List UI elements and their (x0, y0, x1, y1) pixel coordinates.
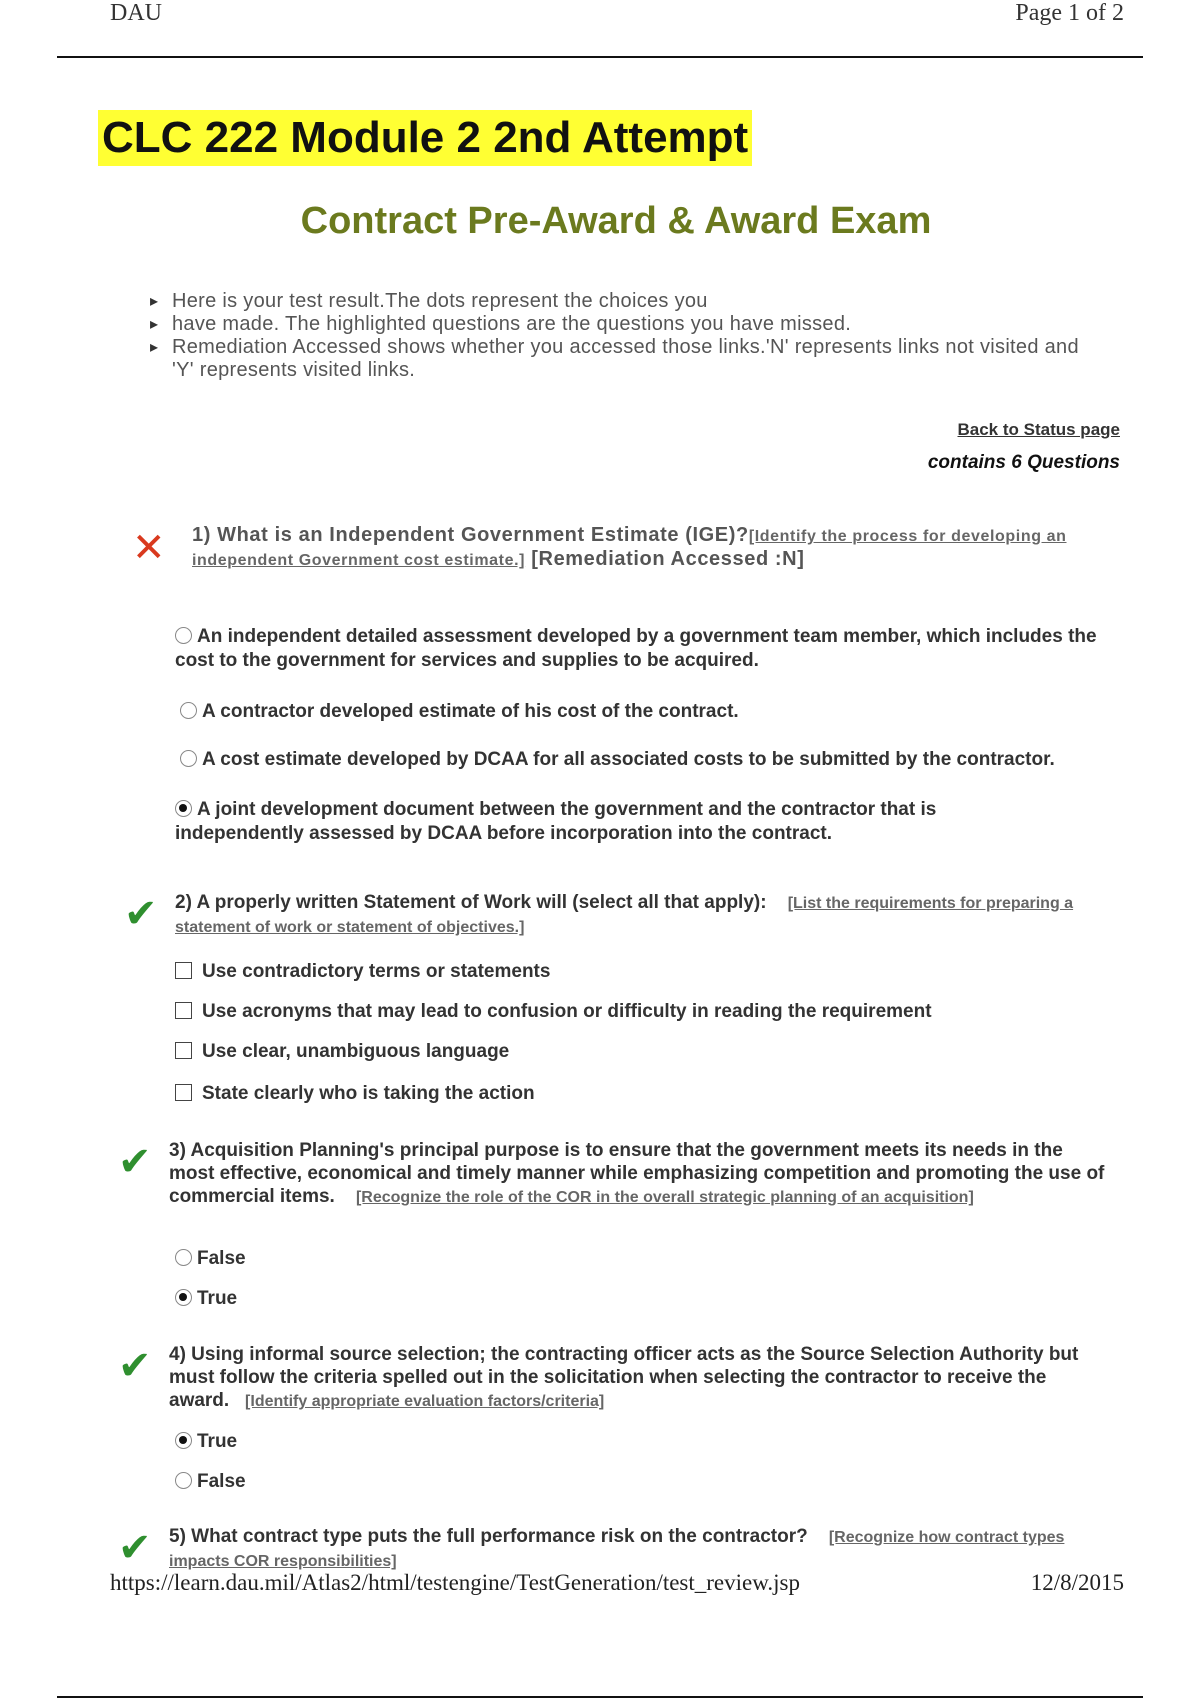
back-to-status-link[interactable]: Back to Status page (957, 420, 1120, 439)
radio-button-selected[interactable] (175, 1289, 192, 1306)
header-org: DAU (110, 0, 162, 26)
option-label: False (197, 1248, 246, 1269)
checkbox[interactable] (175, 962, 192, 979)
remediation-status: [Remediation Accessed :N] (531, 548, 805, 570)
cross-icon: ✕ (132, 526, 166, 570)
footer-divider (57, 1696, 1143, 1698)
option-label: An independent detailed assessment developed by a government team member, which includes the cost to the government for services and supplies to be acquired. (175, 626, 1097, 671)
remediation-link[interactable]: [Recognize how contract types impacts COR responsibilities] (169, 1529, 1065, 1570)
question-text: 5) What contract type puts the full performance risk on the contractor? (169, 1526, 808, 1547)
question-3 (169, 1139, 1109, 1209)
instruction-item: ▸ have made. The highlighted questions are the questions you have missed. (150, 313, 1080, 336)
option-label: Use acronyms that may lead to confusion or difficulty in reading the requirement (202, 1001, 932, 1022)
option-label: False (197, 1471, 246, 1492)
checkmark-icon: ✔ (118, 1526, 152, 1570)
question-5 (169, 1525, 1109, 1573)
answer-option[interactable] (175, 1470, 246, 1494)
option-label: True (197, 1288, 238, 1309)
radio-button[interactable] (175, 1472, 192, 1489)
radio-button[interactable] (180, 702, 197, 719)
answer-option[interactable] (180, 700, 1120, 724)
radio-button[interactable] (175, 627, 192, 644)
answer-option[interactable] (175, 1040, 509, 1064)
remediation-link[interactable]: [Identify the process for developing an independent Government cost estimate.] (192, 528, 1067, 569)
instructions-list (150, 290, 1080, 382)
radio-button[interactable] (180, 750, 197, 767)
checkmark-icon: ✔ (118, 1140, 152, 1184)
option-label: Use clear, unambiguous language (202, 1041, 510, 1062)
radio-button[interactable] (175, 1249, 192, 1266)
checkbox[interactable] (175, 1002, 192, 1019)
option-label: True (197, 1431, 238, 1452)
page-title: CLC 222 Module 2 2nd Attempt (98, 110, 752, 166)
option-label: Use contradictory terms or statements (202, 961, 551, 982)
question-2 (175, 891, 1075, 939)
option-label: State clearly who is taking the action (202, 1083, 535, 1104)
footer-url: https://learn.dau.mil/Atlas2/html/testengine/TestGeneration/test_review.jsp (110, 1570, 800, 1595)
checkmark-icon: ✔ (118, 1344, 152, 1388)
remediation-link[interactable]: [Identify appropriate evaluation factors/criteria] (245, 1393, 605, 1410)
question-text: 3) Acquisition Planning's principal purpose is to ensure that the government meets its needs in the most effective, economical and timely manner while emphasizing competition and promoting the use of commercial items. (169, 1140, 1105, 1207)
footer-date: 12/8/2015 (1030, 1570, 1124, 1595)
checkbox[interactable] (175, 1084, 192, 1101)
remediation-link[interactable]: [Recognize the role of the COR in the overall strategic planning of an acquisition] (355, 1189, 974, 1206)
option-label: A joint development document between the government and the contractor that is independently assessed by DCAA before incorporation into the contract. (175, 799, 937, 844)
answer-option[interactable] (175, 1000, 932, 1024)
answer-option[interactable] (175, 625, 1125, 673)
answer-option[interactable] (175, 1430, 237, 1454)
answer-option[interactable] (175, 1082, 535, 1106)
option-label: A contractor developed estimate of his cost of the contract. (202, 701, 739, 722)
question-text: 1) What is an Independent Government Estimate (IGE)? (192, 524, 749, 546)
checkbox[interactable] (175, 1042, 192, 1059)
question-text: 4) Using informal source selection; the contracting officer acts as the Source Selection Authority but must follow the criteria spelled out in the solicitation when selecting the contractor to receive the award. (169, 1344, 1079, 1411)
question-1 (192, 524, 1072, 572)
radio-button-selected[interactable] (175, 800, 192, 817)
radio-button-selected[interactable] (175, 1432, 192, 1449)
answer-option[interactable] (175, 1287, 237, 1311)
question-4 (169, 1343, 1109, 1413)
header-page-number: Page 1 of 2 (1015, 0, 1124, 26)
answer-option[interactable] (175, 1247, 246, 1271)
instruction-item: ▸ Remediation Accessed shows whether you accessed those links.'N' represents links not visited and 'Y' represents visited links. (150, 336, 1080, 382)
answer-option[interactable] (180, 748, 1140, 772)
question-count: contains 6 Questions (927, 452, 1120, 473)
answer-option[interactable] (175, 960, 550, 984)
answer-option[interactable] (175, 798, 1035, 846)
option-label: A cost estimate developed by DCAA for all associated costs to be submitted by the contractor. (202, 749, 1055, 770)
exam-subtitle: Contract Pre-Award & Award Exam (300, 200, 932, 242)
checkmark-icon: ✔ (124, 892, 158, 936)
header-divider (57, 56, 1143, 58)
instruction-item: ▸ Here is your test result.The dots represent the choices you (150, 290, 1080, 313)
remediation-link[interactable]: [List the requirements for preparing a statement of work or statement of objectives.] (175, 895, 1074, 936)
question-text: 2) A properly written Statement of Work will (select all that apply): (175, 892, 767, 913)
